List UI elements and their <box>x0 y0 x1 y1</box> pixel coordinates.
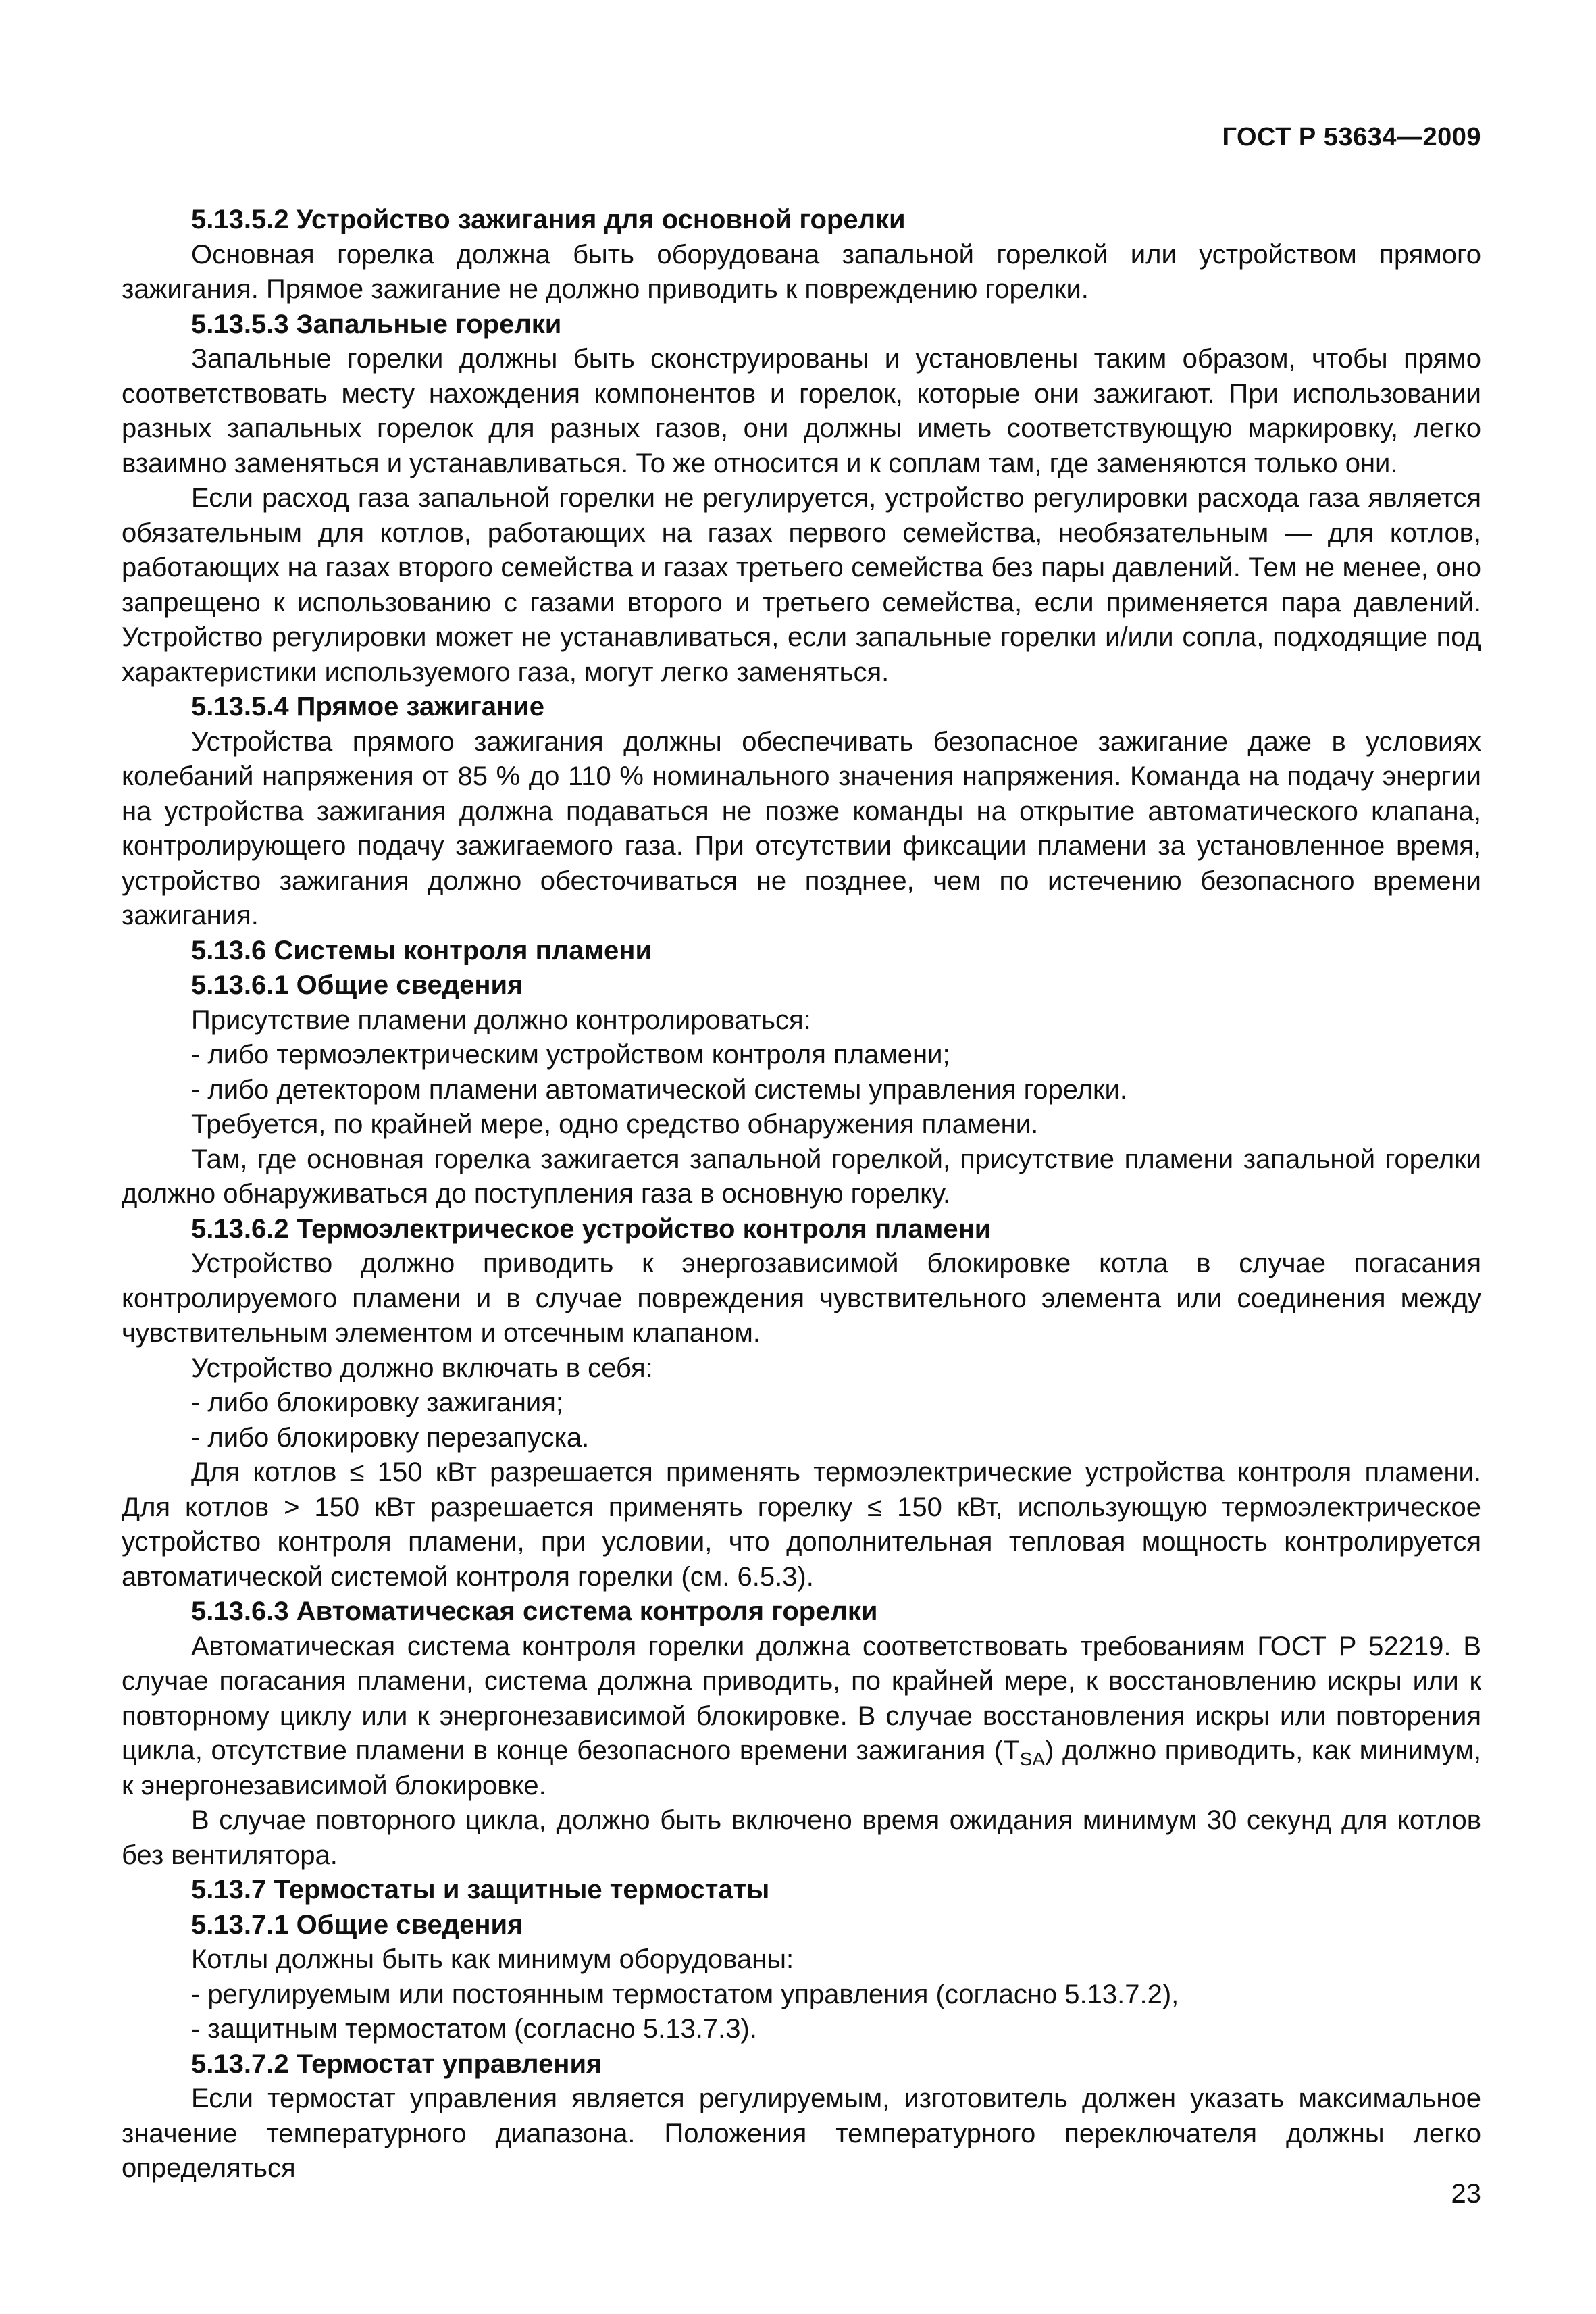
subscript: SA <box>1019 1749 1046 1769</box>
paragraph-text: Автоматическая система контроля горелки должна соответствовать требованиям ГОСТ Р 52219. В случае погасания пламени, система должна приводить, по крайней мере, к восстановлению искры или к повторному циклу или к энергонезависимой блокировке. В случае восстановления искры или повторения цикла, отсутствие пламени в конце безопасного времени зажигания (T <box>122 1631 1481 1765</box>
paragraph: Для котлов ≤ 150 кВт разрешается применять термоэлектрические устройства контроля пламени. Для котлов > 150 кВт разрешается применять горелку ≤ 150 кВт, использующую термоэлектрическое устройство контроля пламени, при условии, что дополнительная тепловая мощность контролируется автоматической системой контроля горелки (см. 6.5.3). <box>122 1457 1481 1592</box>
paragraph: Требуется, по крайней мере, одно средство обнаружения пламени. <box>191 1109 1039 1139</box>
document-header: ГОСТ Р 53634—2009 <box>1222 123 1481 151</box>
paragraph: В случае повторного цикла, должно быть включено время ожидания минимум 30 секунд для котлов без вентилятора. <box>122 1805 1481 1870</box>
section-heading: 5.13.6.1 Общие сведения <box>191 970 523 1000</box>
list-item: - либо детектором пламени автоматической системы управления горелки. <box>191 1074 1127 1105</box>
paragraph <box>122 1630 1481 1804</box>
list-item: - либо блокировку перезапуска. <box>191 1422 590 1453</box>
paragraph: Устройство должно приводить к энергозависимой блокировке котла в случае погасания контролируемого пламени и в случае повреждения чувствительного элемента или соединения между чувствительным элементом и отсечным клапаном. <box>122 1249 1481 1348</box>
section-heading: 5.13.7.2 Термостат управления <box>191 2048 602 2079</box>
paragraph: Котлы должны быть как минимум оборудованы: <box>191 1944 794 1974</box>
document-body <box>122 203 1481 2186</box>
list-item: - регулируемым или постоянным термостатом управления (согласно 5.13.7.2), <box>191 1979 1179 2009</box>
section-heading: 5.13.6.2 Термоэлектрическое устройство контроля пламени <box>191 1213 992 1244</box>
section-heading: 5.13.5.2 Устройство зажигания для основной горелки <box>191 205 906 234</box>
list-item: - либо блокировку зажигания; <box>191 1388 564 1417</box>
section-heading: 5.13.6 Системы контроля пламени <box>191 935 652 965</box>
paragraph: Устройство должно включать в себя: <box>191 1353 653 1383</box>
paragraph: Если термостат управления является регулируемым, изготовитель должен указать максимальное значение температурного диапазона. Положения температурного переключателя должны легко определяться <box>122 2084 1481 2183</box>
section-heading: 5.13.7.1 Общие сведения <box>191 1909 523 1940</box>
paragraph: Если расход газа запальной горелки не регулируется, устройство регулировки расхода газа является обязательным для котлов, работающих на газах первого семейства, необязательным — для котлов, работающих на газах второго семейства и газах третьего семейства без пары давлений. Тем не менее, оно запрещено к использованию с газами второго и третьего семейства, если применяется пара давлений. Устройство регулировки может не устанавливаться, если запальные горелки и/или сопла, подходящие под характеристики используемого газа, могут легко заменяться. <box>122 483 1481 687</box>
paragraph: Устройства прямого зажигания должны обеспечивать безопасное зажигание даже в условиях колебаний напряжения от 85 % до 110 % номинального значения напряжения. Команда на подачу энергии на устройства зажигания должна подаваться не позже команды на открытие автоматического клапана, контролирующего подачу зажигаемого газа. При отсутствии фиксации пламени за установленное время, устройство зажигания должно обесточиваться не позднее, чем по истечению безопасного времени зажигания. <box>122 726 1481 930</box>
list-item: - защитным термостатом (согласно 5.13.7.3). <box>191 2014 757 2044</box>
paragraph: Присутствие пламени должно контролироваться: <box>191 1005 811 1035</box>
section-heading: 5.13.5.3 Запальные горелки <box>191 309 562 339</box>
section-heading: 5.13.5.4 Прямое зажигание <box>191 692 544 722</box>
page-number: 23 <box>1451 2179 1481 2209</box>
paragraph: Там, где основная горелка зажигается запальной горелкой, присутствие пламени запальной горелки должно обнаруживаться до поступления газа в основную горелку. <box>122 1144 1481 1209</box>
paragraph-text: ) должно приводить, как минимум, к энергонезависимой блокировке. <box>122 1736 1482 1801</box>
section-heading: 5.13.6.3 Автоматическая система контроля горелки <box>191 1596 878 1626</box>
paragraph: Основная горелка должна быть оборудована запальной горелкой или устройством прямого зажигания. Прямое зажигание не должно приводить к повреждению горелки. <box>122 239 1481 304</box>
paragraph: Запальные горелки должны быть сконструированы и установлены таким образом, чтобы прямо соответствовать месту нахождения компонентов и горелок, которые они зажигают. При использовании разных запальных горелок для разных газов, они должны иметь соответствующую маркировку, легко взаимно заменяться и устанавливаться. То же относится и к соплам там, где заменяются только они. <box>122 344 1481 478</box>
section-heading: 5.13.7 Термостаты и защитные термостаты <box>191 1875 770 1905</box>
list-item: - либо термоэлектрическим устройством контроля пламени; <box>191 1040 950 1070</box>
